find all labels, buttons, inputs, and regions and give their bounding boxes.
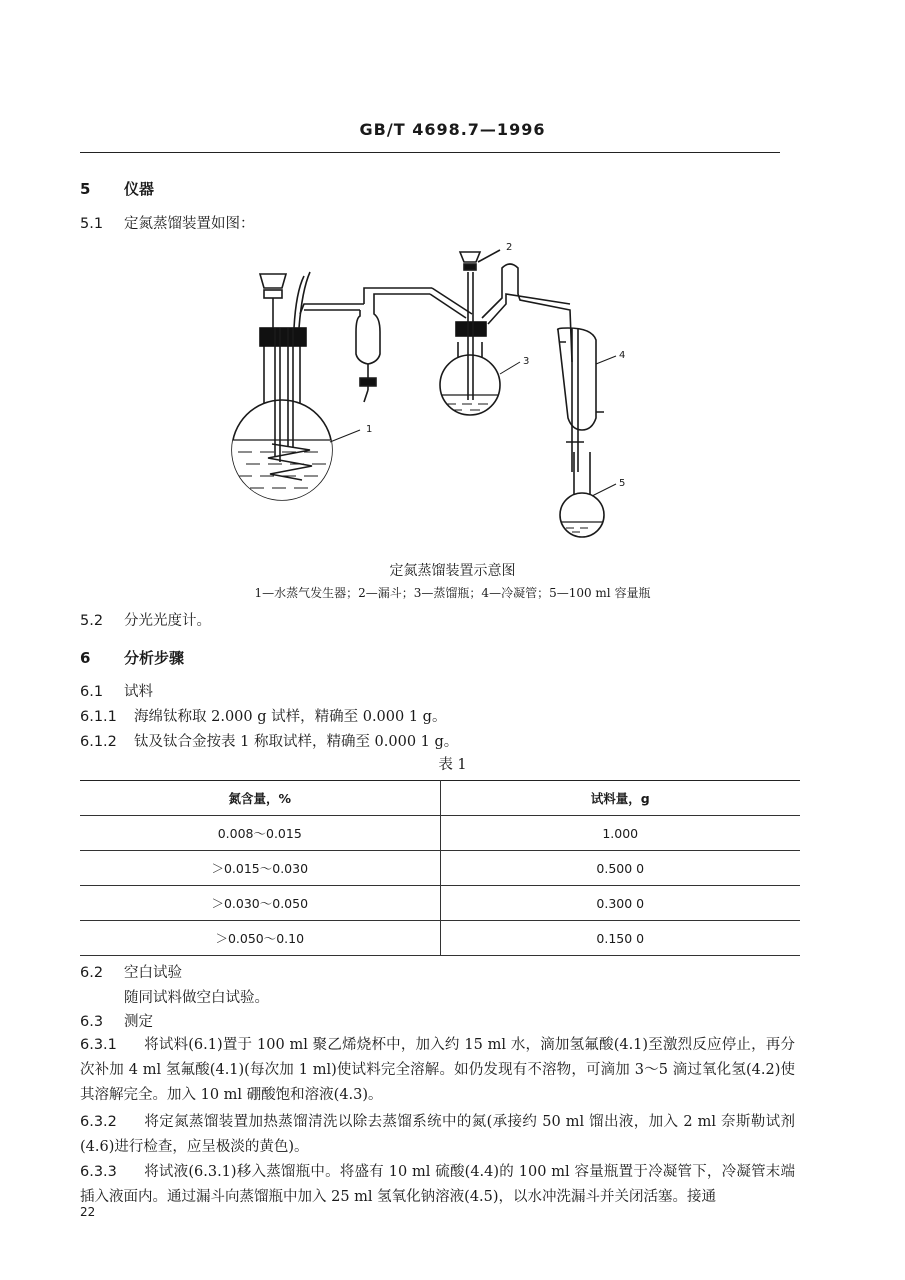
clause-text: 钛及钛合金按表 1 称取试样，精确至 0.000 1 g。 bbox=[134, 734, 459, 750]
header-rule bbox=[80, 152, 780, 153]
figure-caption: 定氮蒸馏装置示意图 bbox=[389, 563, 516, 579]
label-4: 4 bbox=[619, 350, 626, 361]
nitrogen-range: ＞0.030～0.050 bbox=[80, 886, 440, 921]
clause-number: 6.2 bbox=[80, 965, 104, 981]
steam-trap bbox=[356, 288, 432, 402]
clause-text: 定氮蒸馏装置如图： bbox=[124, 216, 255, 232]
table-row bbox=[80, 851, 800, 886]
section-6-heading bbox=[80, 647, 184, 668]
clause-number: 6.3.2 bbox=[80, 1114, 117, 1130]
clause-text: 海绵钛称取 2.000 g 试样，精确至 0.000 1 g。 bbox=[134, 709, 447, 725]
nitrogen-range: ＞0.015～0.030 bbox=[80, 851, 440, 886]
header-nitrogen-content: 氮含量，% bbox=[80, 781, 440, 816]
clause-6-1-2 bbox=[80, 731, 458, 753]
clause-number: 6.3.1 bbox=[80, 1037, 117, 1053]
label-3: 3 bbox=[523, 356, 530, 367]
sample-mass: 0.300 0 bbox=[596, 895, 645, 911]
clause-number: 6.1 bbox=[80, 684, 104, 700]
section-title: 分析步骤 bbox=[124, 649, 185, 667]
standard-number: GB/T 4698.7—1996 bbox=[359, 120, 546, 139]
receiving-volumetric-flask bbox=[558, 452, 606, 537]
clause-6-2-body: 随同试料做空白试验。 bbox=[124, 990, 269, 1006]
clause-5-2 bbox=[80, 610, 211, 632]
table-header-row bbox=[80, 781, 800, 816]
clause-6-3 bbox=[80, 1011, 153, 1033]
clause-number: 6.3.3 bbox=[80, 1164, 117, 1180]
clause-text: 将试料(6.1)置于 100 ml 聚乙烯烧杯中，加入约 15 ml 水，滴加氢氟酸(4.1)至激烈反应停止，再分次补加 4 ml 氢氟酸(4.1)(每次加 1 ml)使试料完全溶解。如仍发现有不溶物，可滴加 3～5 滴过氧化氢(4.2)使其溶解完全。加入 10 ml 硼酸饱和溶液(4.3)。 bbox=[80, 1037, 795, 1103]
page-number: 22 bbox=[80, 1205, 96, 1219]
table-row bbox=[80, 921, 800, 956]
clause-text: 空白试验 bbox=[124, 965, 182, 981]
clause-6-3-2 bbox=[80, 1110, 795, 1160]
label-2: 2 bbox=[506, 242, 513, 253]
section-number: 6 bbox=[80, 649, 91, 667]
clause-text: 测定 bbox=[124, 1014, 153, 1030]
clause-text: 将试液(6.3.1)移入蒸馏瓶中。将盛有 10 ml 硫酸(4.4)的 100 ml 容量瓶置于冷凝管下，冷凝管末端插入液面内。通过漏斗向蒸馏瓶中加入 25 ml 氢氧化钠溶液(4.5)，以水冲洗漏斗并关闭活塞。接通 bbox=[80, 1164, 795, 1205]
clause-6-1-1 bbox=[80, 706, 446, 728]
sample-mass: 0.500 0 bbox=[596, 860, 645, 876]
label-1: 1 bbox=[366, 424, 373, 435]
nitrogen-range: 0.008～0.015 bbox=[80, 816, 440, 851]
clause-number: 5.1 bbox=[80, 216, 104, 232]
section-title: 仪器 bbox=[124, 180, 155, 198]
label-5: 5 bbox=[619, 478, 626, 489]
table-row bbox=[80, 886, 800, 921]
distillation-flask bbox=[438, 250, 572, 415]
clause-number: 6.1.1 bbox=[80, 709, 117, 725]
table-row bbox=[80, 816, 800, 851]
table-title: 表 1 bbox=[438, 757, 467, 773]
distillation-apparatus-diagram bbox=[220, 232, 640, 542]
clause-text: 分光光度计。 bbox=[124, 613, 211, 629]
sample-mass: 0.150 0 bbox=[596, 930, 645, 946]
clause-text: 试料 bbox=[124, 684, 153, 700]
clause-text: 将定氮蒸馏装置加热蒸馏清洗以除去蒸馏系统中的氮(承接约 50 ml 馏出液，加入 2 ml 奈斯勒试剂(4.6)进行检查，应呈极淡的黄色)。 bbox=[80, 1114, 795, 1155]
steam-generator bbox=[230, 272, 364, 510]
condenser bbox=[558, 328, 604, 472]
clause-number: 6.3 bbox=[80, 1014, 104, 1030]
clause-6-3-1 bbox=[80, 1033, 795, 1108]
clause-number: 5.2 bbox=[80, 613, 104, 629]
header-sample-mass: 试料量，g bbox=[440, 781, 800, 816]
sample-mass-table bbox=[80, 780, 800, 956]
nitrogen-range: ＞0.050～0.10 bbox=[80, 921, 440, 956]
clause-6-2 bbox=[80, 962, 182, 984]
clause-number: 6.1.2 bbox=[80, 734, 117, 750]
figure-legend: 1—水蒸气发生器；2—漏斗；3—蒸馏瓶；4—冷凝管；5—100 ml 容量瓶 bbox=[254, 586, 651, 600]
sample-mass: 1.000 bbox=[602, 825, 639, 841]
section-5-heading bbox=[80, 178, 154, 199]
section-number: 5 bbox=[80, 180, 91, 198]
clause-6-3-3 bbox=[80, 1160, 795, 1210]
clause-6-1 bbox=[80, 681, 153, 703]
